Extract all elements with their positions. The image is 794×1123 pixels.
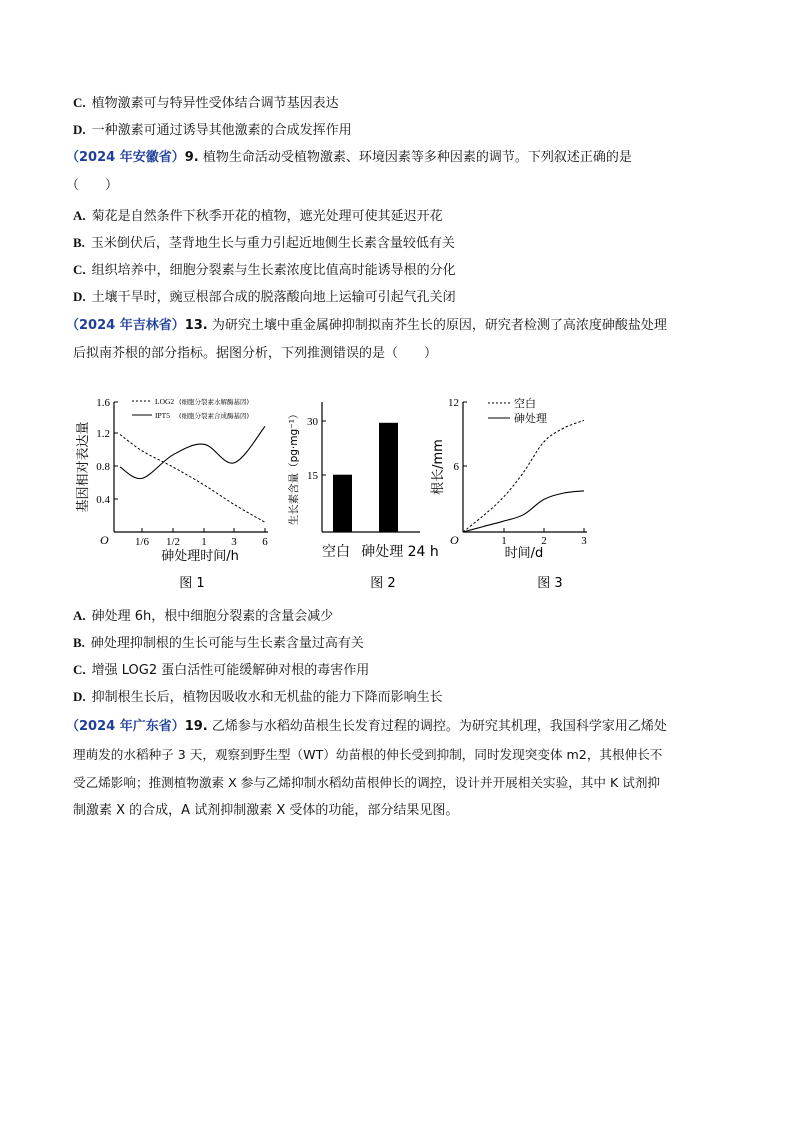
fig1-legend <box>132 397 249 420</box>
fig1-xtick-3: 3 <box>231 536 237 548</box>
option-text: 菊花是自然条件下秋季开花的植物，遮光处理可使其延迟开花 <box>91 209 443 224</box>
q13-option-c <box>73 661 369 680</box>
fig1-legend-ipt5-name: IPT5 <box>155 411 170 420</box>
fig1-legend-ipt5-note: (细胞分裂素合成酶基因) <box>179 412 250 420</box>
option-text: 砷处理 6h，根中细胞分裂素的含量会减少 <box>91 609 334 624</box>
fig3-caption: 图 3 <box>537 576 563 591</box>
fig1-ytick-0.4: 0.4 <box>96 494 110 506</box>
fig1-x-ticks <box>135 528 268 548</box>
option-text: 组织培养中，细胞分裂素与生长素浓度比值高时能诱导根的分化 <box>91 263 456 278</box>
q9-option-d <box>73 288 456 307</box>
fig1-xlabel: 砷处理时间/h <box>161 549 239 564</box>
q13-option-d <box>73 688 443 707</box>
fig1-ytick-1.2: 1.2 <box>96 428 110 440</box>
q9-source: （2024 年安徽省） <box>66 150 185 165</box>
q19-line1 <box>66 718 667 736</box>
q9-blank: （ ） <box>66 178 119 193</box>
q9-stem-text: 植物生命活动受植物激素、环境因素等多种因素的调节。下列叙述正确的是 <box>202 150 632 165</box>
fig1-xtick-1: 1 <box>201 536 207 548</box>
q13-number: 13. <box>184 318 208 333</box>
option-key: D. <box>73 122 86 137</box>
fig2-ytick-15: 15 <box>307 470 318 482</box>
q13-source: （2024 年吉林省） <box>66 318 185 333</box>
fig3-series-arsenic-line <box>463 491 584 532</box>
q13-stem-text-1: 为研究土壤中重金属砷抑制拟南芥生长的原因，研究者检测了高浓度砷酸盐处理 <box>211 318 667 333</box>
fig1-ylabel: 基因相对表达量 <box>76 421 91 513</box>
fig1-y-ticks <box>96 397 118 506</box>
option-key: C. <box>73 95 86 110</box>
fig2-bar-arsenic <box>379 423 398 532</box>
fig1-xtick-6: 6 <box>262 536 268 548</box>
fig3-origin: O <box>450 533 459 547</box>
q9-option-a <box>73 207 443 226</box>
figure-1 <box>75 397 268 564</box>
option-text: 增强 LOG2 蛋白活性可能缓解砷对根的毒害作用 <box>91 663 370 678</box>
fig2-caption: 图 2 <box>370 576 396 591</box>
q13-stem-line1 <box>66 317 667 335</box>
fig1-xtick-1/6: 1/6 <box>134 536 150 548</box>
fig3-xlabel: 时间/d <box>504 546 544 561</box>
fig1-xtick-1/2: 1/2 <box>165 536 181 548</box>
q9-option-c <box>73 261 456 280</box>
option-text: 一种激素可通过诱导其他激素的合成发挥作用 <box>91 123 352 138</box>
figure-2 <box>287 402 439 560</box>
q9-stem <box>66 149 632 167</box>
q13-stem-line2: 后拟南芥根的部分指标。据图分析，下列推测错误的是（ ） <box>73 346 438 361</box>
fig1-origin: O <box>100 533 109 547</box>
fig3-ytick-12: 12 <box>448 397 459 409</box>
fig1-ytick-0.8: 0.8 <box>96 461 110 473</box>
fig3-legend-arsenic: 砷处理 <box>514 412 547 425</box>
q19-source: （2024 年广东省） <box>66 719 185 734</box>
fig1-ytick-1.6: 1.6 <box>96 397 110 409</box>
fig3-xtick-2: 2 <box>541 535 547 547</box>
q9-number: 9. <box>184 150 199 165</box>
option-key: A. <box>73 208 86 223</box>
option-c-prev <box>73 94 339 113</box>
option-key: C. <box>73 662 86 677</box>
fig2-bar-blank <box>333 475 352 532</box>
q19-number: 19. <box>184 719 208 734</box>
fig1-series-ipt5-line <box>120 426 265 478</box>
fig2-category-arsenic: 砷处理 24 h <box>361 544 439 560</box>
q13-option-b <box>73 634 364 653</box>
option-key: C. <box>73 262 86 277</box>
option-key: B. <box>73 235 85 250</box>
option-text: 植物激素可与特异性受体结合调节基因表达 <box>91 96 339 111</box>
option-key: B. <box>73 635 85 650</box>
option-text: 玉米倒伏后，茎背地生长与重力引起近地侧生长素含量较低有关 <box>90 236 455 251</box>
q19-text-1: 乙烯参与水稻幼苗根生长发育过程的调控。为研究其机理，我国科学家用乙烯处 <box>211 719 667 734</box>
fig3-ytick-6: 6 <box>453 461 459 473</box>
fig3-ylabel: 根长/mm <box>431 439 446 495</box>
fig1-caption: 图 1 <box>179 576 205 591</box>
fig2-category-blank: 空白 <box>322 544 350 560</box>
fig2-ytick-30: 30 <box>307 416 318 428</box>
figures-panel <box>76 392 610 602</box>
fig3-xtick-3: 3 <box>581 535 587 547</box>
fig2-ylabel: 生长素含量（pg·mg⁻¹） <box>288 408 300 526</box>
option-d-prev <box>73 121 352 140</box>
option-key: D. <box>73 289 86 304</box>
q13-option-a <box>73 607 333 626</box>
option-key: D. <box>73 689 86 704</box>
figure-3 <box>430 396 587 561</box>
fig3-xtick-1: 1 <box>501 535 507 547</box>
q19-line3: 受乙烯影响；推测植物激素 X 参与乙烯抑制水稻幼苗根伸长的调控，设计并开展相关实验，其中 K 试剂抑 <box>73 775 661 790</box>
option-key: A. <box>73 608 86 623</box>
fig1-legend-log2-name: LOG2 <box>155 397 175 406</box>
fig3-legend-blank: 空白 <box>514 397 536 410</box>
q19-line4: 制激素 X 的合成，A 试剂抑制激素 X 受体的功能，部分结果见图。 <box>73 803 459 818</box>
option-text: 砷处理抑制根的生长可能与生长素含量过高有关 <box>90 636 364 651</box>
q19-line2: 理萌发的水稻种子 3 天，观察到野生型（WT）幼苗根的伸长受到抑制，同时发现突变体 m2，其根伸长不 <box>73 747 663 762</box>
q9-option-b <box>73 234 455 253</box>
option-text: 抑制根生长后，植物因吸收水和无机盐的能力下降而影响生长 <box>91 690 443 705</box>
fig1-legend-log2-note: (细胞分裂素水解酶基因) <box>179 398 250 406</box>
option-text: 土壤干旱时，豌豆根部合成的脱落酸向地上运输可引起气孔关闭 <box>91 290 456 305</box>
